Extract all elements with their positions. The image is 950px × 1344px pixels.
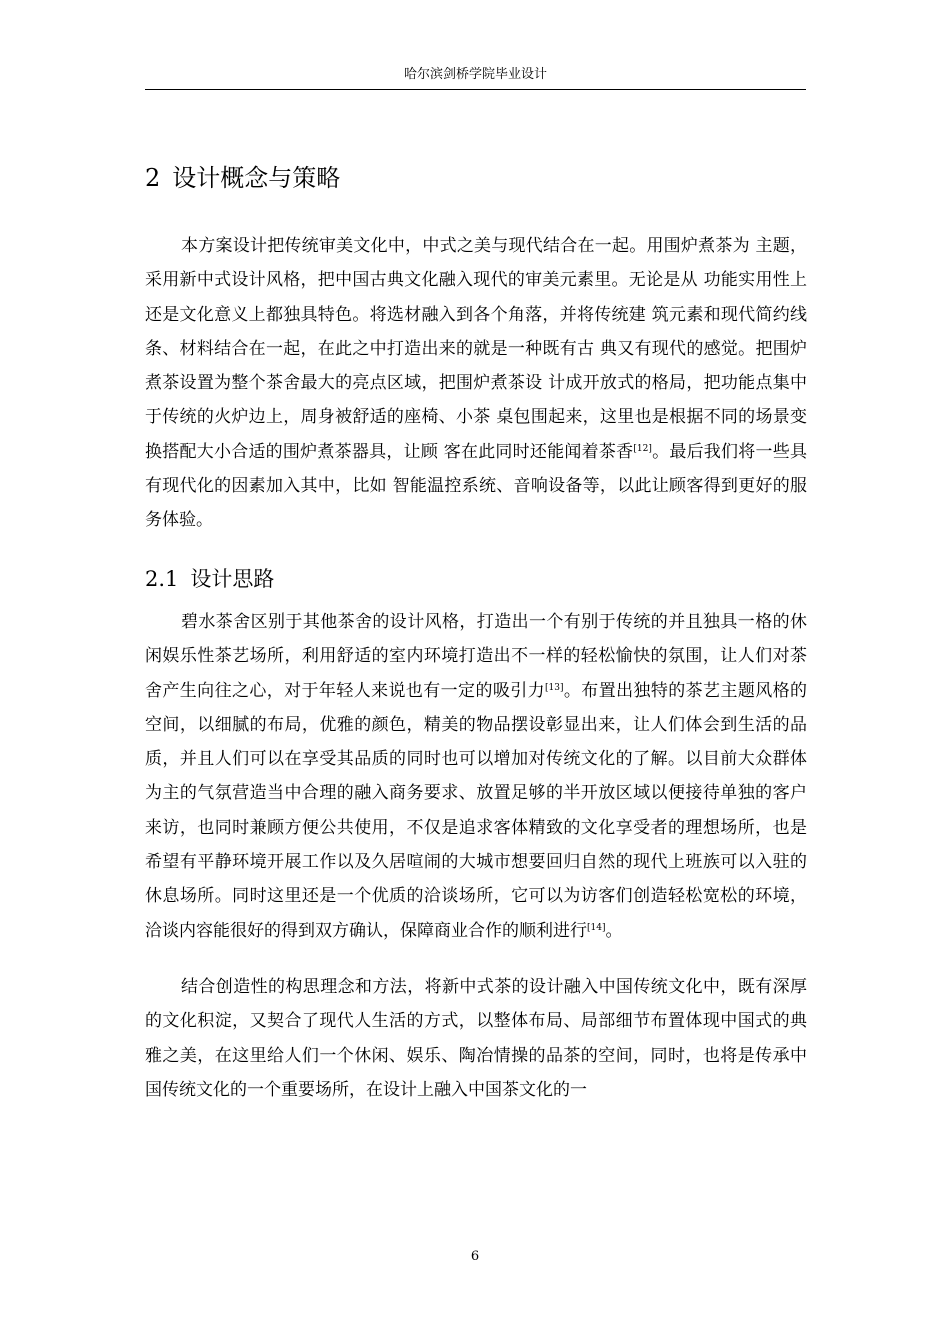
paragraph-1-text: 本方案设计把传统审美文化中，中式之美与现代结合在一起。用围炉煮茶为 主题，采用新中式设计风格，把中国古典文化融入现代的审美元素里。无论是从 功能实用性上还是文化意义上都独具特色。将选材融入到各个角落，并将传统建 筑元素和现代简约线条、材料结合在一起，在此之中打造出来的就是一种既有古 典又有现代的感觉。把围炉煮茶设置为整个茶舍最大的亮点区域，把围炉煮茶设 计成开放式的格局，把功能点集中于传统的火炉边上，周身被舒适的座椅、小茶 桌包围起来，这里也是根据不同的场景变换搭配大小合适的围炉煮茶器具，让顾 客在此同时还能闻着茶香 [145,236,807,462]
paragraph-2-text: 碧水茶舍区别于其他茶舍的设计风格，打造出一个有别于传统的并且独具一格的休闲娱乐性茶艺场所，利用舒适的室内环境打造出不一样的轻松愉快的氛围，让人们对茶舍产生向往之心，对于年轻人来说也有一定的吸引力 [145,612,807,701]
subsection-number: 2.1 [145,567,179,591]
section-heading [145,160,340,196]
paragraph-2 [145,605,807,948]
section-number: 2 [145,164,161,192]
page-header [145,66,806,90]
citation-14: [14] [587,922,606,933]
paragraph-1 [145,229,807,538]
page-footer [0,1248,950,1266]
paragraph-1-tail: 。最后我们将一些具有现代化的因素加入其中，比如 智能温控系统、音响设备等，以此让顾客得到更好的服务体验。 [145,441,808,531]
paragraph-3 [145,970,807,1107]
page-number: 6 [470,1249,480,1264]
paragraph-2-tail: 。 [605,920,623,941]
citation-12: [12] [633,443,652,454]
subsection-heading [145,562,274,596]
subsection-title: 设计思路 [190,567,275,591]
section-title: 设计概念与策略 [172,164,341,192]
header-title: 哈尔滨剑桥学院毕业设计 [403,67,547,82]
paragraph-3-text: 结合创造性的构思理念和方法，将新中式茶的设计融入中国传统文化中，既有深厚的文化积淀，又契合了现代人生活的方式，以整体布局、局部细节布置体现中国式的典雅之美，在这里给人们一个休闲、娱乐、陶冶情操的品茶的空间，同时，也将是传承中国传统文化的一个重要场所，在设计上融入中国茶文化的一 [145,977,807,1100]
citation-13: [13] [545,682,564,693]
paragraph-2-middle: 。布置出独特的茶艺主题风格的空间，以细腻的布局，优雅的颜色，精美的物品摆设彰显出来，让人们体会到生活的品质，并且人们可以在享受其品质的同时也可以增加对传统文化的了解。以目前大众群体为主的气氛营造当中合理的融入商务要求、放置足够的半开放区域以便接待单独的客户来访，也同时兼顾方便公共使用，不仅是追求客体精致的文化享受者的理想场所，也是希望有平静环境开展工作以及久居喧闹的大城市想要回归自然的现代上班族可以入驻的休息场所。同时这里还是一个优质的洽谈场所，它可以为访客们创造轻松宽松的环境，洽谈内容能很好的得到双方确认，保障商业合作的顺利进行 [145,680,808,941]
